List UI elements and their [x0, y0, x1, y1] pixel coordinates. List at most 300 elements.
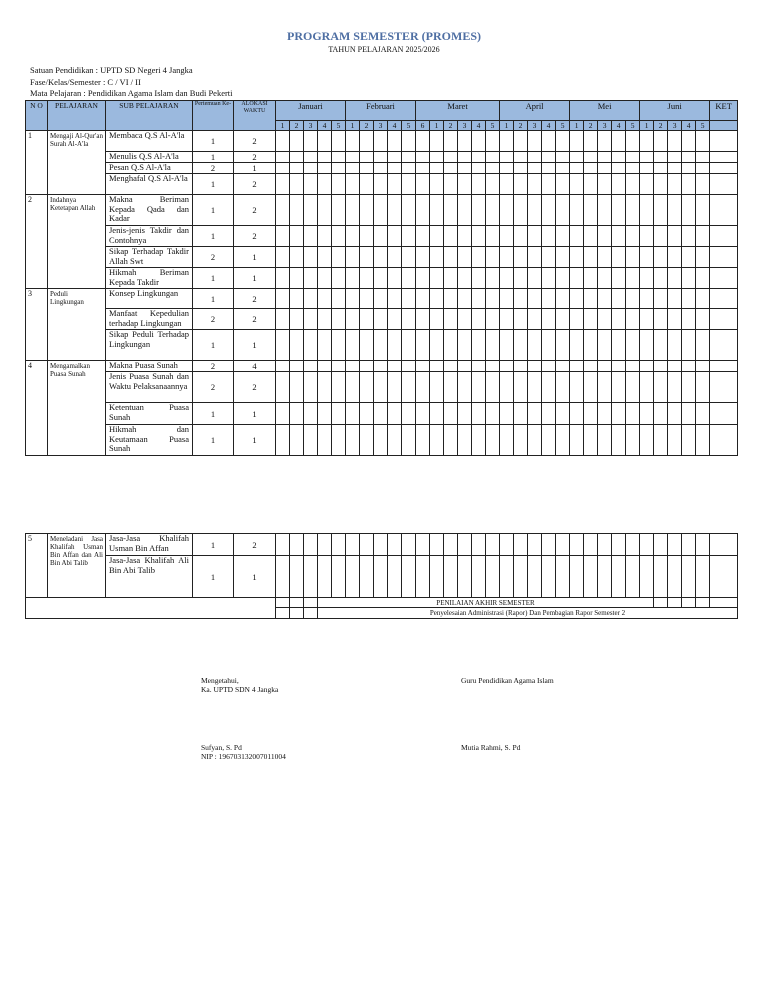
- schedule-cell: [486, 247, 500, 268]
- schedule-cell: [346, 268, 360, 289]
- row-number: 4: [26, 361, 48, 456]
- schedule-cell: [528, 403, 542, 425]
- sub-pelajaran-cell: Konsep Lingkungan: [106, 289, 193, 309]
- schedule-cell: [458, 361, 472, 372]
- schedule-cell: [612, 163, 626, 174]
- schedule-cell: [458, 195, 472, 226]
- schedule-cell: [430, 163, 444, 174]
- schedule-cell: [332, 174, 346, 195]
- schedule-cell: [556, 556, 570, 598]
- schedule-cell: [318, 226, 332, 247]
- schedule-cell: [388, 247, 402, 268]
- schedule-cell: [472, 330, 486, 361]
- pertemuan-cell: 1: [193, 289, 234, 309]
- schedule-cell: [584, 163, 598, 174]
- schedule-cell: [654, 174, 668, 195]
- schedule-cell: [612, 268, 626, 289]
- schedule-cell: [668, 556, 682, 598]
- schedule-cell: [388, 131, 402, 152]
- schedule-cell: [626, 425, 640, 456]
- table-row: [26, 152, 738, 163]
- schedule-cell: [514, 556, 528, 598]
- month-header: Januari: [276, 101, 346, 121]
- week-number: 3: [528, 121, 542, 131]
- schedule-cell: [696, 598, 710, 608]
- schedule-cell: [500, 247, 514, 268]
- schedule-cell: [486, 425, 500, 456]
- schedule-cell: [374, 556, 388, 598]
- schedule-cell: [402, 361, 416, 372]
- schedule-cell: [388, 534, 402, 556]
- schedule-cell: [360, 372, 374, 403]
- sub-pelajaran-cell: Membaca Q.S Al-A'la: [106, 131, 193, 152]
- schedule-cell: [528, 330, 542, 361]
- month-header: Maret: [416, 101, 500, 121]
- schedule-cell: [276, 174, 290, 195]
- schedule-cell: [598, 372, 612, 403]
- schedule-cell: [682, 152, 696, 163]
- schedule-cell: [276, 330, 290, 361]
- schedule-cell: [626, 330, 640, 361]
- schedule-cell: [584, 174, 598, 195]
- pertemuan-cell: 2: [193, 247, 234, 268]
- schedule-cell: [514, 403, 528, 425]
- schedule-cell: [598, 152, 612, 163]
- schedule-cell: [332, 268, 346, 289]
- schedule-cell: [556, 309, 570, 330]
- schedule-cell: [570, 330, 584, 361]
- schedule-cell: [682, 289, 696, 309]
- schedule-cell: [346, 425, 360, 456]
- schedule-cell: [696, 289, 710, 309]
- schedule-cell: [416, 330, 430, 361]
- schedule-cell: [402, 372, 416, 403]
- schedule-cell: [640, 174, 654, 195]
- schedule-cell: [388, 330, 402, 361]
- schedule-cell: [290, 309, 304, 330]
- week-number: 2: [654, 121, 668, 131]
- schedule-cell: [668, 425, 682, 456]
- schedule-cell: [290, 174, 304, 195]
- schedule-cell: [430, 309, 444, 330]
- schedule-cell: [612, 534, 626, 556]
- schedule-cell: [318, 247, 332, 268]
- schedule-cell: [528, 163, 542, 174]
- schedule-cell: [374, 330, 388, 361]
- schedule-cell: [514, 425, 528, 456]
- schedule-cell: [640, 163, 654, 174]
- week-number: 2: [514, 121, 528, 131]
- schedule-cell: [444, 309, 458, 330]
- table-row: [26, 425, 738, 456]
- schedule-cell: [696, 403, 710, 425]
- pas-blank: [26, 598, 276, 619]
- schedule-cell: [346, 174, 360, 195]
- schedule-cell: [290, 425, 304, 456]
- schedule-cell: [542, 152, 556, 163]
- schedule-cell: [710, 226, 738, 247]
- table-row: [26, 403, 738, 425]
- schedule-cell: [542, 163, 556, 174]
- schedule-cell: [654, 163, 668, 174]
- schedule-cell: [416, 361, 430, 372]
- schedule-cell: [682, 195, 696, 226]
- schedule-cell: [584, 534, 598, 556]
- schedule-cell: [318, 289, 332, 309]
- schedule-cell: [486, 268, 500, 289]
- schedule-cell: [668, 309, 682, 330]
- schedule-cell: [598, 247, 612, 268]
- schedule-cell: [612, 361, 626, 372]
- schedule-cell: [500, 289, 514, 309]
- schedule-cell: [556, 131, 570, 152]
- schedule-cell: [542, 403, 556, 425]
- schedule-cell: [416, 131, 430, 152]
- schedule-cell: [276, 598, 290, 608]
- row-number: 5: [26, 534, 48, 598]
- schedule-cell: [444, 174, 458, 195]
- schedule-cell: [668, 247, 682, 268]
- document-title: PROGRAM SEMESTER (PROMES): [286, 29, 481, 43]
- sign-left-name: Sufyan, S. Pd: [201, 743, 242, 752]
- schedule-cell: [458, 226, 472, 247]
- schedule-cell: [416, 289, 430, 309]
- schedule-cell: [290, 226, 304, 247]
- schedule-cell: [514, 131, 528, 152]
- schedule-cell: [458, 152, 472, 163]
- schedule-cell: [612, 174, 626, 195]
- schedule-cell: [570, 289, 584, 309]
- schedule-cell: [304, 174, 318, 195]
- schedule-cell: [626, 268, 640, 289]
- schedule-cell: [626, 556, 640, 598]
- table-row: [26, 556, 738, 598]
- pertemuan-cell: 2: [193, 372, 234, 403]
- month-header: April: [500, 101, 570, 121]
- schedule-cell: [276, 163, 290, 174]
- schedule-cell: [472, 556, 486, 598]
- schedule-cell: [346, 556, 360, 598]
- schedule-cell: [542, 556, 556, 598]
- schedule-cell: [276, 556, 290, 598]
- schedule-cell: [570, 195, 584, 226]
- schedule-cell: [486, 534, 500, 556]
- schedule-cell: [416, 403, 430, 425]
- schedule-cell: [304, 330, 318, 361]
- schedule-cell: [584, 309, 598, 330]
- schedule-cell: [332, 195, 346, 226]
- schedule-cell: [444, 289, 458, 309]
- schedule-cell: [444, 534, 458, 556]
- schedule-cell: [276, 309, 290, 330]
- schedule-cell: [360, 330, 374, 361]
- schedule-cell: [486, 403, 500, 425]
- schedule-cell: [416, 556, 430, 598]
- schedule-cell: [598, 268, 612, 289]
- schedule-cell: [668, 226, 682, 247]
- schedule-cell: [458, 289, 472, 309]
- schedule-cell: [276, 152, 290, 163]
- table-row: [26, 247, 738, 268]
- pertemuan-cell: 1: [193, 425, 234, 456]
- schedule-cell: [514, 152, 528, 163]
- schedule-cell: [500, 425, 514, 456]
- promes-table-part2: [25, 533, 738, 619]
- week-number: 5: [486, 121, 500, 131]
- schedule-cell: [416, 534, 430, 556]
- schedule-cell: [360, 174, 374, 195]
- schedule-cell: [668, 152, 682, 163]
- pertemuan-cell: 1: [193, 330, 234, 361]
- schedule-cell: [318, 425, 332, 456]
- schedule-cell: [444, 372, 458, 403]
- schedule-cell: [486, 330, 500, 361]
- schedule-cell: [290, 556, 304, 598]
- schedule-cell: [682, 268, 696, 289]
- schedule-cell: [472, 403, 486, 425]
- schedule-cell: [458, 534, 472, 556]
- pas-label: PENILAIAN AKHIR SEMESTER: [318, 598, 654, 608]
- week-number: 1: [430, 121, 444, 131]
- schedule-cell: [570, 534, 584, 556]
- schedule-cell: [612, 226, 626, 247]
- schedule-cell: [276, 195, 290, 226]
- schedule-cell: [458, 268, 472, 289]
- schedule-cell: [374, 534, 388, 556]
- schedule-cell: [458, 425, 472, 456]
- schedule-cell: [402, 289, 416, 309]
- schedule-cell: [584, 289, 598, 309]
- week-number: 4: [682, 121, 696, 131]
- schedule-cell: [612, 403, 626, 425]
- week-number: 2: [584, 121, 598, 131]
- schedule-cell: [612, 372, 626, 403]
- alokasi-cell: 1: [234, 330, 276, 361]
- schedule-cell: [332, 556, 346, 598]
- schedule-cell: [584, 556, 598, 598]
- schedule-cell: [598, 226, 612, 247]
- schedule-cell: [640, 226, 654, 247]
- sub-pelajaran-cell: Hikmah Beriman Kepada Takdir: [106, 268, 193, 289]
- header-sub-pelajaran: SUB PELAJARAN: [106, 101, 193, 131]
- schedule-cell: [682, 247, 696, 268]
- table-row: [26, 361, 738, 372]
- schedule-cell: [682, 556, 696, 598]
- schedule-cell: [710, 131, 738, 152]
- schedule-cell: [388, 361, 402, 372]
- schedule-cell: [374, 309, 388, 330]
- schedule-cell: [612, 425, 626, 456]
- schedule-cell: [374, 163, 388, 174]
- schedule-cell: [710, 163, 738, 174]
- schedule-cell: [290, 330, 304, 361]
- schedule-cell: [472, 174, 486, 195]
- schedule-cell: [570, 131, 584, 152]
- schedule-cell: [542, 226, 556, 247]
- schedule-cell: [598, 195, 612, 226]
- schedule-cell: [654, 598, 668, 608]
- schedule-cell: [304, 152, 318, 163]
- schedule-cell: [430, 131, 444, 152]
- pertemuan-cell: 1: [193, 403, 234, 425]
- pertemuan-cell: 2: [193, 163, 234, 174]
- schedule-cell: [360, 289, 374, 309]
- schedule-cell: [444, 268, 458, 289]
- schedule-cell: [332, 372, 346, 403]
- pertemuan-cell: 1: [193, 226, 234, 247]
- schedule-cell: [402, 163, 416, 174]
- schedule-cell: [486, 195, 500, 226]
- schedule-cell: [654, 372, 668, 403]
- schedule-cell: [486, 361, 500, 372]
- week-number: 3: [458, 121, 472, 131]
- schedule-cell: [472, 289, 486, 309]
- schedule-cell: [570, 309, 584, 330]
- schedule-cell: [458, 247, 472, 268]
- alokasi-cell: 1: [234, 268, 276, 289]
- schedule-cell: [472, 195, 486, 226]
- schedule-cell: [626, 361, 640, 372]
- schedule-cell: [500, 556, 514, 598]
- schedule-cell: [626, 372, 640, 403]
- schedule-cell: [542, 174, 556, 195]
- schedule-cell: [486, 131, 500, 152]
- week-number: 4: [612, 121, 626, 131]
- schedule-cell: [528, 152, 542, 163]
- schedule-cell: [416, 309, 430, 330]
- schedule-cell: [346, 163, 360, 174]
- schedule-cell: [570, 247, 584, 268]
- schedule-cell: [276, 289, 290, 309]
- schedule-cell: [570, 152, 584, 163]
- schedule-cell: [444, 330, 458, 361]
- schedule-cell: [710, 556, 738, 598]
- schedule-cell: [304, 309, 318, 330]
- schedule-cell: [346, 247, 360, 268]
- schedule-cell: [682, 425, 696, 456]
- schedule-cell: [514, 174, 528, 195]
- table-row: [26, 289, 738, 309]
- schedule-cell: [556, 174, 570, 195]
- schedule-cell: [500, 372, 514, 403]
- schedule-cell: [598, 425, 612, 456]
- schedule-cell: [500, 131, 514, 152]
- schedule-cell: [542, 268, 556, 289]
- schedule-cell: [570, 268, 584, 289]
- schedule-cell: [682, 361, 696, 372]
- week-number: 1: [570, 121, 584, 131]
- pertemuan-cell: 2: [193, 309, 234, 330]
- schedule-cell: [458, 131, 472, 152]
- schedule-cell: [710, 330, 738, 361]
- pertemuan-cell: 1: [193, 195, 234, 226]
- schedule-cell: [332, 131, 346, 152]
- schedule-cell: [346, 152, 360, 163]
- schedule-cell: [682, 534, 696, 556]
- schedule-cell: [668, 289, 682, 309]
- meta-satuan: Satuan Pendidikan : UPTD SD Negeri 4 Jangka: [30, 65, 193, 75]
- schedule-cell: [514, 361, 528, 372]
- schedule-cell: [556, 226, 570, 247]
- schedule-cell: [696, 330, 710, 361]
- schedule-cell: [598, 403, 612, 425]
- week-number: 2: [444, 121, 458, 131]
- schedule-cell: [388, 163, 402, 174]
- schedule-cell: [346, 289, 360, 309]
- schedule-cell: [710, 361, 738, 372]
- schedule-cell: [556, 268, 570, 289]
- schedule-cell: [430, 330, 444, 361]
- schedule-cell: [640, 152, 654, 163]
- week-number: 1: [500, 121, 514, 131]
- schedule-cell: [416, 425, 430, 456]
- schedule-cell: [346, 361, 360, 372]
- schedule-cell: [472, 309, 486, 330]
- schedule-cell: [668, 174, 682, 195]
- schedule-cell: [514, 534, 528, 556]
- alokasi-cell: 2: [234, 309, 276, 330]
- schedule-cell: [290, 247, 304, 268]
- schedule-cell: [500, 174, 514, 195]
- schedule-cell: [584, 403, 598, 425]
- schedule-cell: [388, 309, 402, 330]
- schedule-cell: [640, 195, 654, 226]
- sign-left-nip: NIP : 196703132007011004: [201, 752, 286, 761]
- schedule-cell: [710, 268, 738, 289]
- schedule-cell: [514, 330, 528, 361]
- schedule-cell: [710, 247, 738, 268]
- pertemuan-cell: 1: [193, 556, 234, 598]
- schedule-cell: [304, 372, 318, 403]
- schedule-cell: [570, 556, 584, 598]
- schedule-cell: [528, 556, 542, 598]
- schedule-cell: [626, 289, 640, 309]
- header-pertemuan: Pertemuan Ke-: [193, 101, 234, 131]
- table-row: [26, 195, 738, 226]
- sub-pelajaran-cell: Pesan Q.S Al-A'la: [106, 163, 193, 174]
- schedule-cell: [640, 289, 654, 309]
- schedule-cell: [528, 174, 542, 195]
- schedule-cell: [374, 361, 388, 372]
- schedule-cell: [430, 226, 444, 247]
- schedule-cell: [696, 361, 710, 372]
- sub-pelajaran-cell: Sikap Peduli Terhadap Lingkungan: [106, 330, 193, 361]
- schedule-cell: [556, 372, 570, 403]
- schedule-cell: [360, 131, 374, 152]
- schedule-cell: [584, 361, 598, 372]
- alokasi-cell: 2: [234, 226, 276, 247]
- schedule-cell: [472, 226, 486, 247]
- schedule-cell: [626, 309, 640, 330]
- schedule-cell: [514, 309, 528, 330]
- schedule-cell: [458, 372, 472, 403]
- sign-left-position: Ka. UPTD SDN 4 Jangka: [201, 685, 279, 694]
- schedule-cell: [710, 152, 738, 163]
- rapor-label: Penyelesaian Administrasi (Rapor) Dan Pembagian Rapor Semester 2: [318, 608, 738, 619]
- schedule-cell: [332, 247, 346, 268]
- schedule-cell: [500, 152, 514, 163]
- schedule-cell: [612, 289, 626, 309]
- schedule-cell: [640, 361, 654, 372]
- schedule-cell: [654, 195, 668, 226]
- schedule-cell: [304, 195, 318, 226]
- schedule-cell: [570, 361, 584, 372]
- schedule-cell: [416, 268, 430, 289]
- schedule-cell: [486, 556, 500, 598]
- schedule-cell: [290, 372, 304, 403]
- schedule-cell: [402, 247, 416, 268]
- sign-right-name: Mutia Rahmi, S. Pd: [461, 743, 521, 752]
